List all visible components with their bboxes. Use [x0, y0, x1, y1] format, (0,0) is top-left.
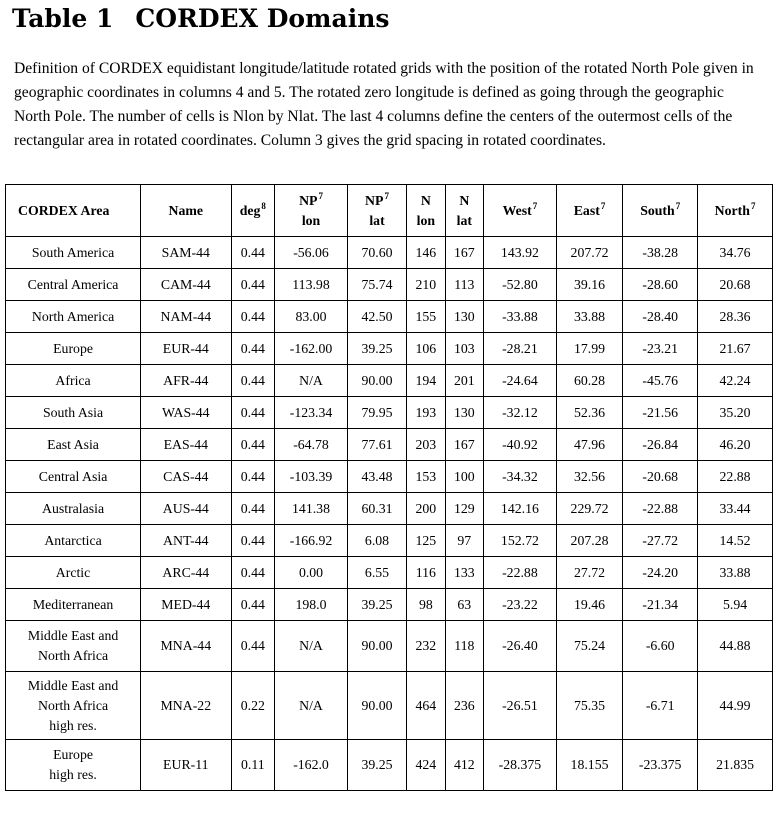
- cell-np-lat: 42.50: [347, 301, 406, 333]
- cell-south: -20.68: [623, 461, 698, 493]
- cell-north: 46.20: [698, 429, 773, 461]
- cell-north: 33.44: [698, 493, 773, 525]
- cell-deg: 0.22: [231, 672, 275, 740]
- cell-n-lat: 201: [445, 365, 483, 397]
- cell-np-lat: 6.08: [347, 525, 406, 557]
- cell-cordex-area: [6, 672, 141, 740]
- header-label: Name: [168, 202, 204, 218]
- cell-south: -28.60: [623, 269, 698, 301]
- cell-south: -6.60: [623, 621, 698, 672]
- cell-name: AFR-44: [141, 365, 231, 397]
- cell-cordex-area: [6, 365, 141, 397]
- cell-np-lat: 39.25: [347, 333, 406, 365]
- cell-name: CAS-44: [141, 461, 231, 493]
- footnote-marker: 7: [675, 200, 681, 211]
- cell-n-lon: 203: [407, 429, 445, 461]
- cell-n-lat: 133: [445, 557, 483, 589]
- header-np-lon: [275, 185, 348, 237]
- header-deg: [231, 185, 275, 237]
- cell-np-lat: 39.25: [347, 740, 406, 791]
- header-label: deg: [239, 202, 261, 218]
- cell-cordex-area: [6, 740, 141, 791]
- cell-deg: 0.44: [231, 493, 275, 525]
- cell-np-lon: N/A: [275, 621, 348, 672]
- cell-deg: 0.44: [231, 621, 275, 672]
- header-np-lat: [347, 185, 406, 237]
- cell-deg: 0.44: [231, 429, 275, 461]
- cell-name: NAM-44: [141, 301, 231, 333]
- cell-cordex-area: [6, 493, 141, 525]
- cell-south: -21.56: [623, 397, 698, 429]
- cell-np-lon: 83.00: [275, 301, 348, 333]
- area-line: North Africa: [37, 697, 109, 713]
- header-n-lat: [445, 185, 483, 237]
- cell-n-lon: 153: [407, 461, 445, 493]
- header-sublabel: lat: [369, 212, 385, 228]
- cell-north: 22.88: [698, 461, 773, 493]
- cell-n-lat: 236: [445, 672, 483, 740]
- cell-north: 33.88: [698, 557, 773, 589]
- cell-west: -34.32: [484, 461, 557, 493]
- cell-south: -45.76: [623, 365, 698, 397]
- cell-n-lon: 155: [407, 301, 445, 333]
- cell-n-lon: 194: [407, 365, 445, 397]
- cell-cordex-area: [6, 589, 141, 621]
- cell-np-lon: -162.0: [275, 740, 348, 791]
- area-line: Europe: [53, 340, 93, 356]
- header-cordex-area: [6, 185, 141, 237]
- area-line: Australasia: [42, 500, 105, 516]
- cell-n-lat: 130: [445, 397, 483, 429]
- header-label: West: [502, 202, 532, 218]
- area-line: East Asia: [47, 436, 99, 452]
- area-line: Mediterranean: [32, 596, 114, 612]
- cell-cordex-area: [6, 333, 141, 365]
- cell-np-lat: 43.48: [347, 461, 406, 493]
- cell-n-lat: 63: [445, 589, 483, 621]
- cell-n-lon: 464: [407, 672, 445, 740]
- cell-east: 207.72: [556, 237, 623, 269]
- header-label: CORDEX Area: [18, 202, 110, 218]
- cell-np-lon: -123.34: [275, 397, 348, 429]
- cell-east: 17.99: [556, 333, 623, 365]
- area-line: high res.: [49, 717, 97, 733]
- cell-east: 207.28: [556, 525, 623, 557]
- cell-north: 35.20: [698, 397, 773, 429]
- cell-n-lon: 210: [407, 269, 445, 301]
- table-row: [6, 493, 773, 525]
- table-row: [6, 429, 773, 461]
- cell-np-lat: 75.74: [347, 269, 406, 301]
- cell-deg: 0.44: [231, 557, 275, 589]
- cell-np-lat: 60.31: [347, 493, 406, 525]
- header-sublabel: lon: [416, 212, 436, 228]
- cell-west: -40.92: [484, 429, 557, 461]
- footnote-marker: 7: [532, 200, 538, 211]
- cell-west: -32.12: [484, 397, 557, 429]
- header-sublabel: lat: [456, 212, 472, 228]
- header-label: South: [640, 202, 675, 218]
- cell-n-lat: 113: [445, 269, 483, 301]
- cell-north: 42.24: [698, 365, 773, 397]
- cell-cordex-area: [6, 237, 141, 269]
- cell-np-lat: 90.00: [347, 621, 406, 672]
- cell-name: EUR-11: [141, 740, 231, 791]
- cell-np-lat: 90.00: [347, 672, 406, 740]
- cell-np-lon: -103.39: [275, 461, 348, 493]
- cell-n-lon: 116: [407, 557, 445, 589]
- header-row: [6, 185, 773, 237]
- table-row: [6, 397, 773, 429]
- cell-n-lat: 130: [445, 301, 483, 333]
- table-number: Table 1: [12, 4, 114, 33]
- cell-east: 32.56: [556, 461, 623, 493]
- cell-n-lat: 167: [445, 429, 483, 461]
- cell-name: CAM-44: [141, 269, 231, 301]
- header-south: [623, 185, 698, 237]
- cell-n-lat: 412: [445, 740, 483, 791]
- cell-west: -28.21: [484, 333, 557, 365]
- footnote-marker: 8: [261, 200, 266, 211]
- area-line: South America: [31, 244, 115, 260]
- table-row: [6, 333, 773, 365]
- cell-n-lon: 106: [407, 333, 445, 365]
- footnote-marker: 7: [750, 200, 756, 211]
- cell-south: -23.375: [623, 740, 698, 791]
- cell-np-lon: N/A: [275, 365, 348, 397]
- header-label: N: [459, 192, 470, 208]
- cell-name: WAS-44: [141, 397, 231, 429]
- table-row: [6, 557, 773, 589]
- footnote-marker: 7: [384, 190, 389, 201]
- cell-north: 20.68: [698, 269, 773, 301]
- cell-name: EUR-44: [141, 333, 231, 365]
- cell-north: 44.99: [698, 672, 773, 740]
- cell-n-lon: 98: [407, 589, 445, 621]
- cell-cordex-area: [6, 557, 141, 589]
- cell-west: 143.92: [484, 237, 557, 269]
- cell-np-lon: -56.06: [275, 237, 348, 269]
- cell-np-lat: 77.61: [347, 429, 406, 461]
- area-line: Europe: [53, 747, 93, 762]
- cell-north: 44.88: [698, 621, 773, 672]
- cell-south: -21.34: [623, 589, 698, 621]
- cell-deg: 0.44: [231, 589, 275, 621]
- header-label: N: [420, 192, 431, 208]
- area-line: high res.: [49, 767, 97, 782]
- area-line: Antarctica: [44, 532, 102, 548]
- area-line: South Asia: [42, 404, 104, 420]
- header-west: [484, 185, 557, 237]
- area-line: Central America: [27, 276, 119, 292]
- cell-name: ARC-44: [141, 557, 231, 589]
- cell-south: -24.20: [623, 557, 698, 589]
- footnote-marker: 7: [318, 190, 323, 201]
- table-row: [6, 269, 773, 301]
- cell-cordex-area: [6, 621, 141, 672]
- cell-n-lat: 167: [445, 237, 483, 269]
- cell-east: 52.36: [556, 397, 623, 429]
- table-row: [6, 301, 773, 333]
- cell-north: 21.835: [698, 740, 773, 791]
- cell-deg: 0.44: [231, 237, 275, 269]
- cell-np-lon: -64.78: [275, 429, 348, 461]
- cell-west: 142.16: [484, 493, 557, 525]
- cell-np-lat: 6.55: [347, 557, 406, 589]
- cell-n-lat: 103: [445, 333, 483, 365]
- header-east: [556, 185, 623, 237]
- cell-n-lat: 100: [445, 461, 483, 493]
- cell-deg: 0.44: [231, 365, 275, 397]
- cell-np-lon: 141.38: [275, 493, 348, 525]
- cell-np-lon: -166.92: [275, 525, 348, 557]
- cell-n-lat: 129: [445, 493, 483, 525]
- cell-west: -22.88: [484, 557, 557, 589]
- cell-np-lon: -162.00: [275, 333, 348, 365]
- header-label: NP: [299, 192, 318, 208]
- cell-name: MED-44: [141, 589, 231, 621]
- cell-n-lon: 146: [407, 237, 445, 269]
- cell-cordex-area: [6, 269, 141, 301]
- cell-east: 18.155: [556, 740, 623, 791]
- cell-cordex-area: [6, 397, 141, 429]
- cell-cordex-area: [6, 525, 141, 557]
- header-n-lon: [407, 185, 445, 237]
- table-caption: Definition of CORDEX equidistant longitude/latitude rotated grids with the position of the rotated North Pole given in geographic coordinates in columns 4 and 5. The rotated zero longitude is defined as going through the geographic North Pole. The number of cells is Nlon by Nlat. The last 4 columns define the centers of the outermost cells of the rectangular area in rotated coordinates. Column 3 gives the grid spacing in rotated coordinates.: [14, 60, 754, 149]
- cell-east: 47.96: [556, 429, 623, 461]
- cell-n-lon: 200: [407, 493, 445, 525]
- cell-west: -26.40: [484, 621, 557, 672]
- cell-np-lon: 0.00: [275, 557, 348, 589]
- table-row: [6, 237, 773, 269]
- cell-west: -23.22: [484, 589, 557, 621]
- cell-west: -33.88: [484, 301, 557, 333]
- cell-name: EAS-44: [141, 429, 231, 461]
- table-name: CORDEX Domains: [135, 4, 390, 33]
- cell-cordex-area: [6, 461, 141, 493]
- cell-np-lon: N/A: [275, 672, 348, 740]
- table-body: [6, 237, 773, 791]
- cell-south: -26.84: [623, 429, 698, 461]
- footnote-marker: 7: [600, 200, 606, 211]
- cell-deg: 0.44: [231, 269, 275, 301]
- area-line: Middle East and: [27, 628, 119, 643]
- area-line: Central Asia: [38, 468, 108, 484]
- header-label: North: [714, 202, 750, 218]
- cell-east: 27.72: [556, 557, 623, 589]
- cell-south: -22.88: [623, 493, 698, 525]
- cell-np-lat: 70.60: [347, 237, 406, 269]
- cell-np-lat: 90.00: [347, 365, 406, 397]
- cell-n-lat: 97: [445, 525, 483, 557]
- cell-south: -23.21: [623, 333, 698, 365]
- cell-np-lat: 39.25: [347, 589, 406, 621]
- header-label: East: [573, 202, 600, 218]
- cell-west: -28.375: [484, 740, 557, 791]
- cell-west: -24.64: [484, 365, 557, 397]
- cell-east: 229.72: [556, 493, 623, 525]
- cell-name: AUS-44: [141, 493, 231, 525]
- cell-n-lon: 125: [407, 525, 445, 557]
- cell-north: 5.94: [698, 589, 773, 621]
- cell-n-lat: 118: [445, 621, 483, 672]
- cell-name: ANT-44: [141, 525, 231, 557]
- cordex-domains-table: [5, 184, 773, 791]
- table-row: [6, 365, 773, 397]
- cell-east: 75.24: [556, 621, 623, 672]
- table-row: [6, 672, 773, 740]
- table-row: [6, 525, 773, 557]
- cell-n-lon: 424: [407, 740, 445, 791]
- cell-north: 21.67: [698, 333, 773, 365]
- cell-east: 75.35: [556, 672, 623, 740]
- cell-deg: 0.44: [231, 525, 275, 557]
- cell-deg: 0.44: [231, 333, 275, 365]
- cell-deg: 0.44: [231, 397, 275, 429]
- cell-deg: 0.44: [231, 461, 275, 493]
- cell-south: -38.28: [623, 237, 698, 269]
- header-name: [141, 185, 231, 237]
- cell-np-lon: 113.98: [275, 269, 348, 301]
- table-row: [6, 589, 773, 621]
- cell-north: 14.52: [698, 525, 773, 557]
- cell-north: 34.76: [698, 237, 773, 269]
- header-sublabel: lon: [301, 212, 321, 228]
- cell-east: 19.46: [556, 589, 623, 621]
- cell-n-lon: 193: [407, 397, 445, 429]
- header-north: [698, 185, 773, 237]
- cell-west: 152.72: [484, 525, 557, 557]
- cell-deg: 0.44: [231, 301, 275, 333]
- cell-name: SAM-44: [141, 237, 231, 269]
- cell-south: -28.40: [623, 301, 698, 333]
- cell-name: MNA-44: [141, 621, 231, 672]
- header-label: NP: [365, 192, 384, 208]
- cell-south: -6.71: [623, 672, 698, 740]
- area-line: North America: [31, 308, 115, 324]
- cell-west: -26.51: [484, 672, 557, 740]
- cell-east: 33.88: [556, 301, 623, 333]
- area-line: Africa: [55, 372, 91, 388]
- cell-name: MNA-22: [141, 672, 231, 740]
- cell-np-lat: 79.95: [347, 397, 406, 429]
- cell-west: -52.80: [484, 269, 557, 301]
- cell-south: -27.72: [623, 525, 698, 557]
- cell-np-lon: 198.0: [275, 589, 348, 621]
- cell-cordex-area: [6, 429, 141, 461]
- area-line: North Africa: [37, 648, 109, 663]
- area-line: Arctic: [55, 564, 91, 580]
- cell-east: 60.28: [556, 365, 623, 397]
- table-title: [12, 4, 389, 33]
- cell-deg: 0.11: [231, 740, 275, 791]
- cell-n-lon: 232: [407, 621, 445, 672]
- table-row: [6, 461, 773, 493]
- cell-cordex-area: [6, 301, 141, 333]
- cell-east: 39.16: [556, 269, 623, 301]
- table-row: [6, 621, 773, 672]
- cell-north: 28.36: [698, 301, 773, 333]
- area-line: Middle East and: [27, 677, 119, 693]
- table-row: [6, 740, 773, 791]
